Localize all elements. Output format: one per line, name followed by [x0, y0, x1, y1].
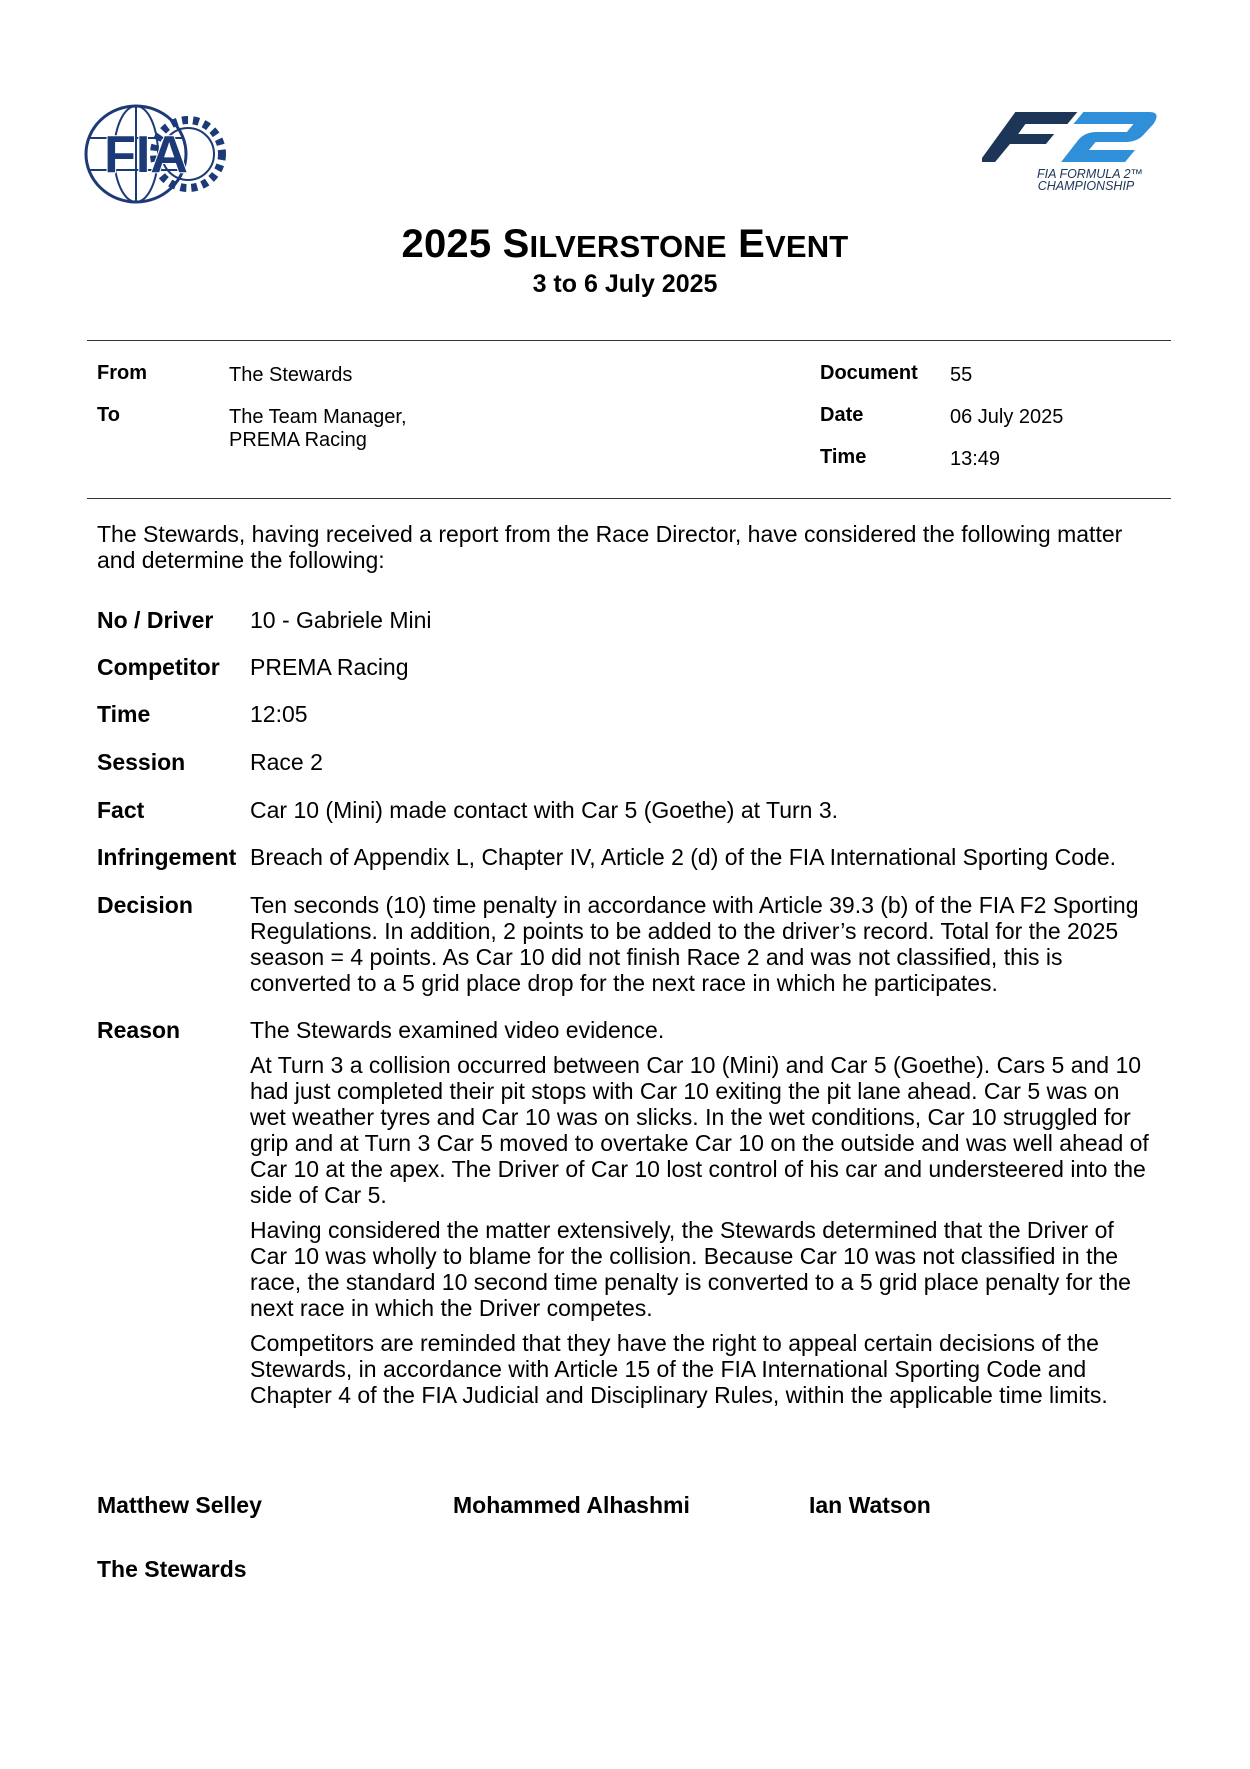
infringement-value: Breach of Appendix L, Chapter IV, Article 2 (d) of the FIA International Sporting Code.	[250, 844, 1117, 870]
title-word1-initial: S	[502, 222, 530, 266]
competitor-label: Competitor	[97, 654, 220, 680]
to-value	[229, 406, 407, 452]
steward-signature-2: Mohammed Alhashmi	[453, 1492, 690, 1518]
time-row-label: Time	[97, 701, 151, 727]
driver-value: 10 - Gabriele Mini	[250, 607, 432, 633]
reason-paragraph: Competitors are reminded that they have the right to appeal certain decisions of the Stewards, in accordance with Article 15 of the FIA International Sporting Code and Chapter 4 of the FIA Judicial and Disciplinary Rules, within the applicable time limits.	[250, 1330, 1108, 1408]
f2-logo-icon	[982, 110, 1170, 194]
reason-paragraph: At Turn 3 a collision occurred between Car 10 (Mini) and Car 5 (Goethe). Cars 5 and 10 had just completed their pit stops with Car 10 exiting the pit lane ahead. Car 5 was on wet weather tyres and Car 10 was on slicks. In the wet conditions, Car 10 struggled for grip and at Turn 3 Car 5 moved to overtake Car 10 on the outside and was well ahead of Car 10 at the apex. The Driver of Car 10 lost control of his car and understeered into the side of Car 5.	[250, 1052, 1149, 1208]
to-value-line1: The Team Manager,	[229, 406, 407, 428]
title-word2-initial: E	[738, 222, 765, 266]
session-value: Race 2	[250, 749, 323, 775]
to-label: To	[97, 404, 120, 426]
driver-label: No / Driver	[97, 607, 214, 633]
divider-top	[87, 340, 1171, 341]
event-title	[0, 222, 1250, 267]
competitor-value: PREMA Racing	[250, 654, 409, 680]
infringement-label: Infringement	[97, 844, 237, 870]
event-dates: 3 to 6 July 2025	[532, 270, 718, 298]
title-year: 2025	[401, 222, 503, 266]
document-value: 55	[950, 364, 973, 386]
reason-text	[250, 1017, 1155, 1417]
fia-logo	[84, 104, 230, 204]
reason-paragraph: The Stewards examined video evidence.	[250, 1017, 665, 1043]
steward-signature-1: Matthew Selley	[97, 1492, 262, 1518]
f2-championship-logo	[982, 110, 1170, 194]
date-label: Date	[820, 404, 864, 426]
f2-logo-line1: FIA FORMULA 2™	[1036, 167, 1144, 181]
time-value: 13:49	[950, 448, 1001, 470]
divider-bottom	[87, 498, 1171, 499]
signature-footer: The Stewards	[97, 1556, 247, 1582]
f2-logo-line2: CHAMPIONSHIP	[1037, 179, 1135, 193]
to-value-line2: PREMA Racing	[229, 429, 367, 451]
time-label: Time	[820, 446, 867, 468]
reason-label: Reason	[97, 1017, 181, 1043]
from-label: From	[97, 362, 147, 384]
reason-paragraph: Having considered the matter extensively, the Stewards determined that the Driver of Car 10 was wholly to blame for the collision. Because Car 10 was not classified in the race, the standard 10 second time penalty is converted to a 5 grid place penalty for the next race in which the Driver competes.	[250, 1217, 1131, 1321]
from-value: The Stewards	[229, 364, 353, 386]
decision-value: Ten seconds (10) time penalty in accordance with Article 39.3 (b) of the FIA F2 Sporting Regulations. In addition, 2 points to be added to the driver’s record. Total for the 2025 season = 4 points. As Car 10 did not finish Race 2 and was not classified, this is converted to a 5 grid place drop for the next race in which he participates.	[250, 892, 1139, 996]
fia-logo-text: FIA	[104, 126, 188, 184]
steward-signature-3: Ian Watson	[809, 1492, 931, 1518]
time-row-value: 12:05	[250, 701, 308, 727]
title-word2-rest: VENT	[764, 229, 849, 264]
session-label: Session	[97, 749, 186, 775]
document-label: Document	[820, 362, 918, 384]
fact-label: Fact	[97, 797, 145, 823]
fact-value: Car 10 (Mini) made contact with Car 5 (Goethe) at Turn 3.	[250, 797, 839, 823]
intro-text: The Stewards, having received a report from the Race Director, have considered the following matter and determine the following:	[97, 521, 1123, 573]
fia-globe-icon	[84, 104, 230, 204]
title-word1-rest: ILVERSTONE	[529, 229, 727, 264]
date-value: 06 July 2025	[950, 406, 1064, 428]
decision-label: Decision	[97, 892, 193, 918]
